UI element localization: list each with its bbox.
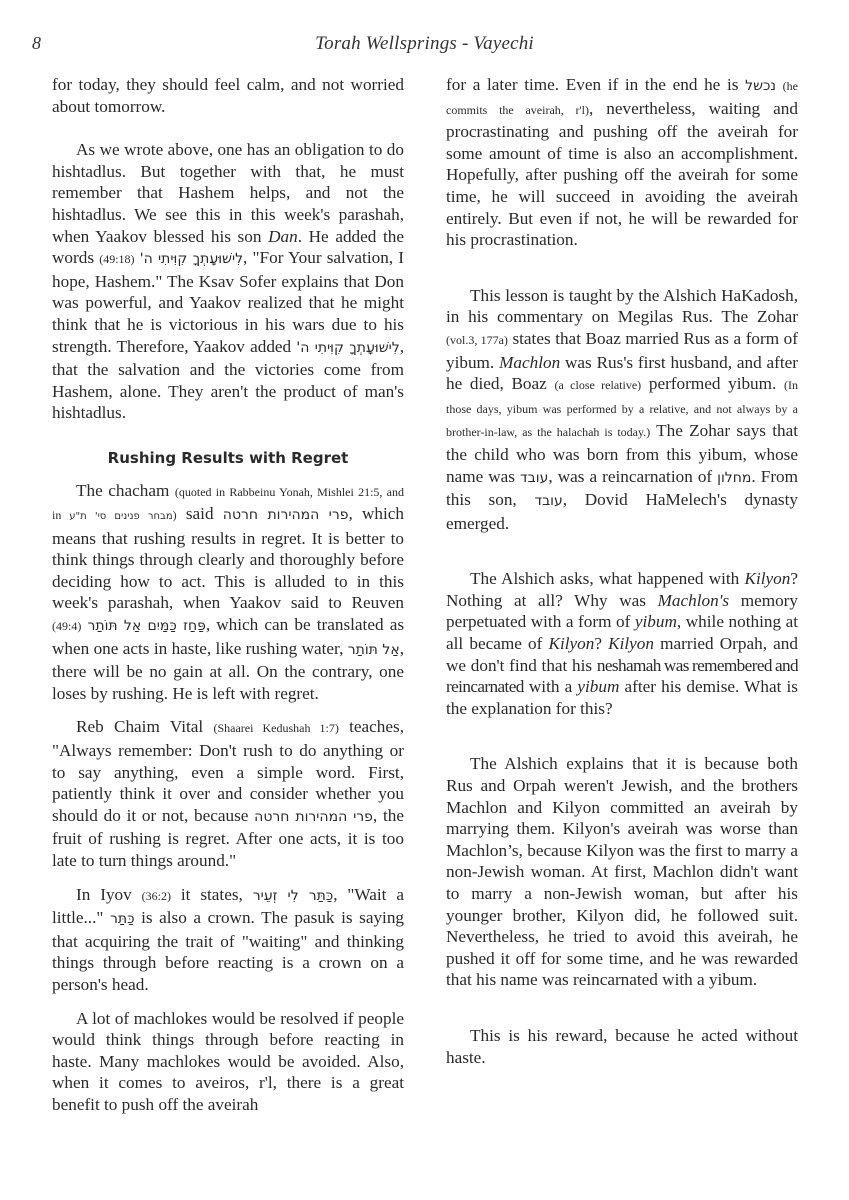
- text: The Alshich asks, what happened with: [470, 569, 745, 589]
- text: A lot of machlokes would be resolved if people would think things through before reacting in haste. Many machlokes would be avoided. Also, when it comes to aveiros, r'l, there is a great benefit to push off the aveirah: [52, 1008, 404, 1114]
- text: The Zohar says that the child who was born from this yibum, whose name was: [446, 421, 798, 486]
- paragraph: [52, 716, 404, 871]
- hebrew-text: עובד: [520, 469, 549, 486]
- hebrew-text: פַּחַז כַּמַּיִם אַל תּוֹתַר: [87, 618, 206, 635]
- text: teaches, "Always remember: Don't rush to do anything or to say anything, even a simple word. First, patiently think it over and consider whether you should do it or not, because: [52, 717, 404, 825]
- text: , nevertheless, waiting and procrastinating and pushing off the aveirah for some amount of time is also an accomplishment. Hopefully, after pushing off the aveirah for some time, he will succeed in avoiding the aveirah entirely. But even if not, he will be rewarded for his procrastination.: [446, 98, 798, 250]
- paragraph: [446, 568, 798, 719]
- text: for today, they should feel calm, and not worried about tomorrow.: [52, 75, 404, 116]
- text: Reb Chaim Vital: [76, 717, 214, 737]
- text: This lesson is taught by the Alshich HaKadosh, in his commentary on Megilas Rus. The Zohar: [446, 285, 798, 327]
- source-reference: (quoted in Rabbeinu Yonah, Mishlei 21:5, and in: [52, 484, 404, 523]
- text: with a: [523, 677, 578, 697]
- source-reference: ): [172, 508, 177, 523]
- italic-text: Dan: [268, 226, 298, 246]
- italic-text: Machlon's: [657, 590, 730, 610]
- paragraph: [52, 74, 404, 117]
- italic-text: Kilyon: [744, 569, 791, 589]
- paragraph: [52, 884, 404, 996]
- page-number: 8: [32, 33, 41, 53]
- text: As we wrote above, one has an obligation to do hishtadlus. But together with that, he must remember that Hashem helps, and not the hishtadlus. We see this in this week's parashah, when Yaakov blessed his son: [52, 140, 404, 246]
- paragraph: [52, 139, 404, 424]
- text: it states,: [170, 884, 253, 904]
- text: . From this son,: [446, 466, 798, 510]
- left-column: [52, 74, 404, 1116]
- page-header: [0, 30, 849, 60]
- paragraph: [446, 74, 798, 251]
- section-heading: Rushing Results with Regret: [107, 448, 349, 467]
- hebrew-text: כַּתַּר: [110, 911, 135, 928]
- text: for a later time. Even if in the end he is: [446, 75, 746, 94]
- paragraph: [446, 285, 798, 535]
- paragraph: [446, 753, 798, 991]
- text: , was a reincarnation of: [548, 466, 718, 486]
- paragraph: [52, 1008, 404, 1116]
- text: , "For Your salvation, I hope, Hashem." The Ksav Sofer explains that Don was powerful, and Yaakov realized that he might think that he is victorious in his wars due to his strength. Therefore, Yaakov added: [52, 248, 404, 356]
- text: is also a crown. The pasuk is saying that acquiring the trait of "waiting" and thinking things through before reacting is a crown on a person's head.: [52, 908, 405, 994]
- text: , "Wait a little...": [52, 884, 404, 928]
- hebrew-text: פרי המהירות חרטה: [222, 507, 349, 524]
- text: , that the salvation and the victories come from Hashem, alone. They aren't the product of man's hishtadlus.: [52, 336, 404, 423]
- text: , which means that rushing results in regret. It is better to think things through clearly and thoroughly before deciding how to act. This is alluded to in this week's parashah, when Yaakov said to Reuven: [52, 504, 404, 613]
- text: , Dovid HaMelech's dynasty emerged.: [446, 490, 798, 533]
- text: , while nothing at all became of: [446, 612, 798, 654]
- source-reference: (49:18): [99, 252, 135, 267]
- text: [776, 75, 783, 94]
- hebrew-text: אַל תּוֹתַר: [347, 641, 400, 658]
- italic-text: Kilyon: [608, 634, 654, 654]
- text: This is his reward, because he acted without haste.: [446, 1025, 798, 1067]
- hebrew-text: כַּתַּר לִי זְעֵיר: [252, 887, 334, 904]
- source-reference: (36:2): [141, 888, 171, 903]
- italic-text: Machlon: [499, 352, 561, 372]
- italic-text: Kilyon: [548, 634, 595, 654]
- hebrew-text: מחלון: [717, 469, 752, 486]
- text: neshamah was remembered and reincarnated: [446, 655, 798, 697]
- hebrew-text: לִישׁוּעָתְךָ קִוִּיתִי ה': [139, 251, 244, 268]
- running-title: Torah Wellsprings - Vayechi: [315, 33, 534, 54]
- hebrew-text: פרי המהירות חרטה: [254, 808, 373, 825]
- text: memory perpetuated with a form of: [446, 590, 798, 632]
- source-reference: (a close relative): [554, 378, 642, 393]
- italic-text: yibum: [634, 612, 677, 632]
- source-reference: (49:4): [52, 619, 82, 634]
- paragraph: [52, 480, 404, 705]
- text: performed yibum.: [641, 374, 784, 394]
- source-reference: (In those days, yibum was performed by a relative, and not always by a brother-in-law, as the halachah is today.): [446, 378, 798, 440]
- text: In Iyov: [76, 884, 142, 904]
- right-column: [446, 74, 798, 1068]
- text: was Rus's first husband, and after he died, Boaz: [446, 352, 798, 394]
- hebrew-text: עובד: [534, 493, 563, 510]
- source-reference: (Shaarei Kedushah 1:7): [213, 721, 339, 736]
- text: The chacham: [76, 480, 175, 500]
- source-reference: (he commits the aveirah, r'l): [446, 79, 798, 117]
- text: states that Boaz married Rus as a form of yibum.: [446, 328, 798, 372]
- hebrew-text: נכשל: [745, 78, 776, 94]
- italic-text: yibum: [577, 677, 620, 697]
- text: ? Nothing at all? Why was: [446, 569, 798, 610]
- text: The Alshich explains that it is because both Rus and Orpah weren't Jewish, and the brothers Machlon and Kilyon committed an aveirah by marrying them. Kilyon's aveirah was worse than Machlon’s, because Kilyon was the first to marry a non-Jewish woman. At first, Machlon didn't want to marry a non-Jewish woman, but after his younger brother, Kilyon did, he followed suit. Nevertheless, he tried to avoid this aveirah, he pushed it off for some time, and he was rewarded that his name was reincarnated with a yibum.: [446, 754, 798, 990]
- text: married Orpah, and we don't find that his: [446, 634, 798, 675]
- text: ?: [594, 634, 609, 654]
- text: after his demise. What is the explanation for this?: [446, 677, 798, 718]
- hebrew-text: לִישׁוּעָתְךָ קִוִּיתִי ה': [296, 339, 400, 356]
- paragraph: [446, 1025, 798, 1068]
- source-reference: (vol.3, 177a): [446, 332, 508, 347]
- text: . He added the words: [52, 226, 404, 268]
- text: , there will be no gain at all. On the contrary, one loses by rushing. He is left with regret.: [52, 638, 404, 703]
- text: , the fruit of rushing is regret. After one acts, it is too late to turn things around.": [52, 805, 404, 870]
- hebrew-source-reference: מבחר פנינים סי' ת"ע: [69, 511, 173, 523]
- text: , which can be translated as when one acts in haste, like rushing water,: [52, 615, 405, 658]
- text: said: [176, 504, 223, 524]
